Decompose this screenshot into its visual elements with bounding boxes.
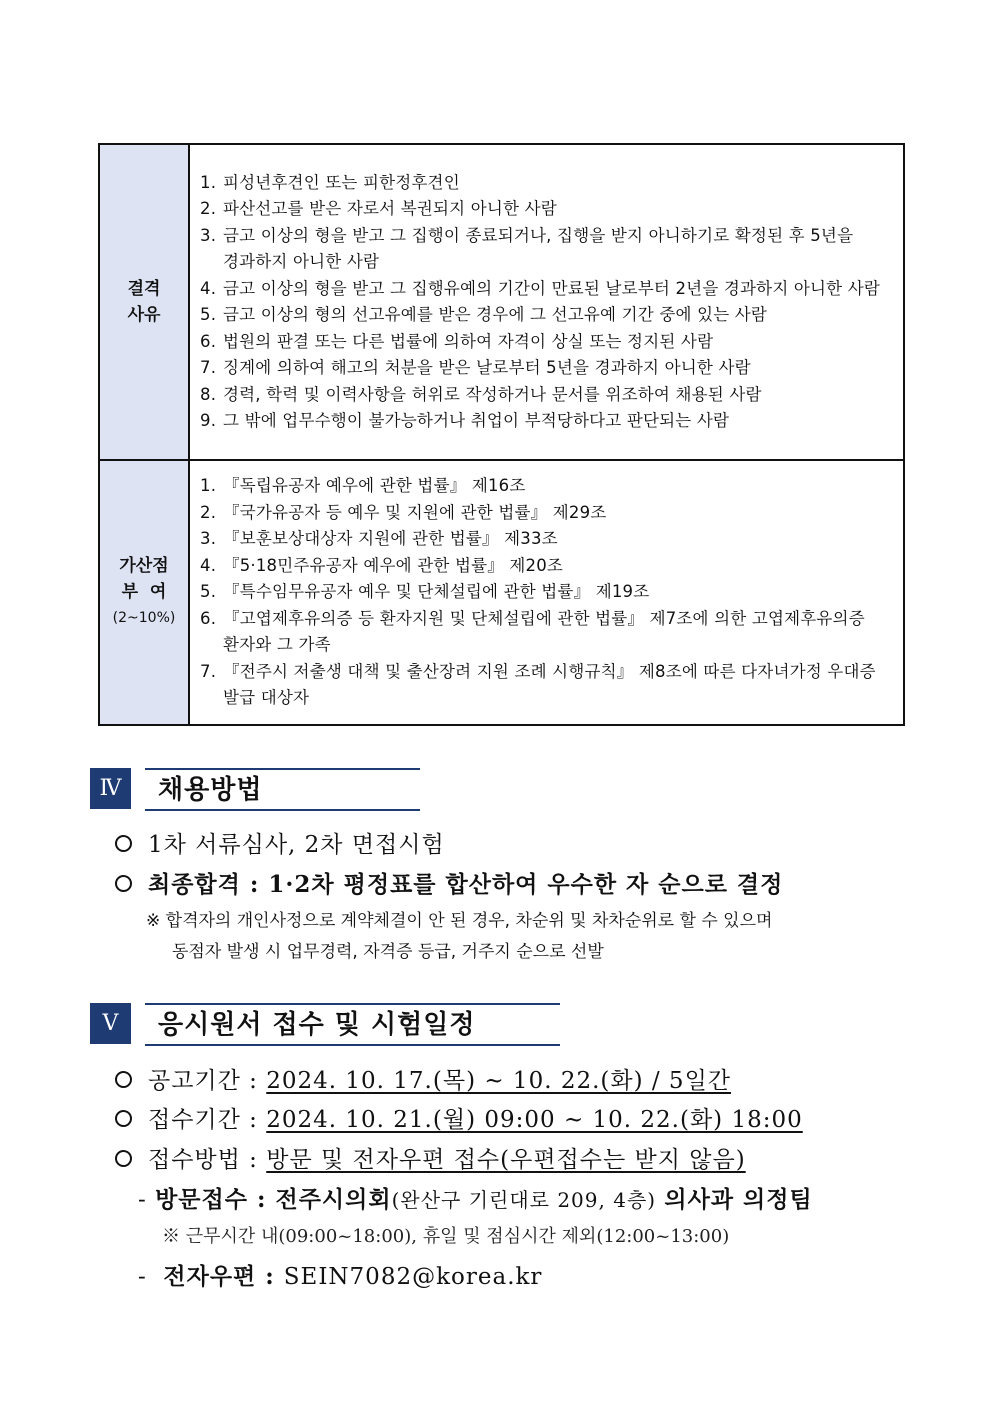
email-label: 전자우편 <box>163 1263 257 1290</box>
list-item <box>200 382 893 409</box>
header-line: 부 여 <box>121 582 167 603</box>
item-number: 9. <box>200 411 217 430</box>
visit-address: (완산구 기린대로 209, 4층) <box>391 1188 657 1212</box>
separator: : <box>247 1186 276 1213</box>
bullet-final-pass <box>115 866 783 899</box>
list-item <box>200 659 893 712</box>
item-number: 5. <box>200 305 217 324</box>
section-title: 응시원서 접수 및 시험일정 <box>145 1003 560 1046</box>
circle-bullet-icon <box>115 875 132 892</box>
receipt-method-value: 방문 및 전자우편 접수(우편접수는 받지 않음) <box>266 1147 746 1173</box>
item-number: 1. <box>200 476 217 495</box>
circle-bullet-icon <box>115 835 132 852</box>
receipt-period-value: 2024. 10. 21.(월) 09:00 ~ 10. 22.(화) 18:00 <box>266 1107 803 1133</box>
header-line: 결격 <box>127 279 161 299</box>
separator: : <box>240 1107 267 1133</box>
item-text: 『국가유공자 등 예우 및 지원에 관한 법률』 제29조 <box>223 502 607 522</box>
dash-bullet: - <box>138 1264 147 1290</box>
list-item <box>200 606 893 659</box>
item-number: 6. <box>200 608 217 628</box>
visit-department: 의사과 의정팀 <box>664 1186 813 1213</box>
item-number: 3. <box>200 529 217 548</box>
bullet-screening <box>115 826 445 859</box>
list-item <box>200 276 893 303</box>
visit-receipt-line <box>138 1181 813 1214</box>
disqualification-bonus-table <box>98 143 905 726</box>
bullet-label: 최종합격 <box>148 871 241 898</box>
list-item <box>200 526 893 553</box>
header-line: 가산점 <box>119 556 169 577</box>
section-number-badge: Ⅴ <box>90 1003 131 1044</box>
circle-bullet-icon <box>115 1110 132 1127</box>
list-item <box>200 579 893 606</box>
list-item <box>200 302 893 329</box>
item-text: 법원의 판결 또는 다른 법률에 의하여 자격이 상실 또는 정지된 사람 <box>223 331 714 351</box>
item-text: 금고 이상의 형의 선고유예를 받은 경우에 그 선고유예 기간 중에 있는 사람 <box>223 305 768 324</box>
item-text: 징계에 의하여 해고의 처분을 받은 날로부터 5년을 경과하지 아니한 사람 <box>223 358 751 377</box>
bullet-text: 1·2차 평정표를 합산하여 우수한 자 순으로 결정 <box>268 871 784 898</box>
separator: : <box>240 1068 267 1094</box>
item-number: 4. <box>200 555 217 575</box>
list-item <box>200 223 893 276</box>
item-text: 『고엽제후유의증 등 환자지원 및 단체설립에 관한 법률』 제7조에 의한 고엽제후유의증 환자와 그 가족 <box>223 608 865 654</box>
item-text: 경력, 학력 및 이력사항을 허위로 작성하거나 문서를 위조하여 채용된 사람 <box>223 384 762 404</box>
item-text: 『전주시 저출생 대책 및 출산장려 지원 조례 시행규칙』 제8조에 따른 다자녀가정 우대증 발급 대상자 <box>223 661 876 707</box>
list-item <box>200 473 893 500</box>
header-line-rate: (2~10%) <box>112 610 176 627</box>
list-item <box>200 355 893 382</box>
separator: : <box>256 1263 284 1290</box>
disqualification-list-cell <box>189 144 904 460</box>
item-number: 7. <box>200 661 217 681</box>
list-item <box>200 553 893 580</box>
table-row-disqualification <box>99 144 904 460</box>
bullet-label: 접수기간 <box>148 1107 241 1133</box>
item-number: 2. <box>200 502 217 522</box>
item-number: 7. <box>200 358 217 377</box>
note-line: 동점자 발생 시 업무경력, 자격증 등급, 거주지 순으로 선발 <box>172 942 604 962</box>
item-text: 금고 이상의 형을 받고 그 집행유예의 기간이 만료된 날로부터 2년을 경과하지 아니한 사람 <box>223 278 881 298</box>
circle-bullet-icon <box>115 1150 132 1167</box>
email-address[interactable]: SEIN7082@korea.kr <box>283 1264 543 1290</box>
item-text: 금고 이상의 형을 받고 그 집행이 종료되거나, 집행을 받지 아니하기로 확정된 후 5년을 경과하지 아니한 사람 <box>223 225 854 271</box>
item-number: 3. <box>200 225 217 245</box>
bullet-announce-period <box>115 1062 731 1095</box>
list-item <box>200 329 893 356</box>
item-text: 『독립유공자 예우에 관한 법률』 제16조 <box>223 476 526 495</box>
email-receipt-line <box>138 1258 542 1291</box>
header-line: 사유 <box>127 305 161 325</box>
section-title: 채용방법 <box>145 768 420 811</box>
item-number: 2. <box>200 199 217 218</box>
bullet-receipt-method <box>115 1141 746 1174</box>
item-text: 그 밖에 업무수행이 불가능하거나 취업이 부적당하다고 판단되는 사람 <box>223 411 730 430</box>
dash-bullet: - <box>138 1187 147 1213</box>
row-header-disqualification <box>99 144 189 460</box>
item-text: 피성년후견인 또는 피한정후견인 <box>223 172 460 192</box>
list-item <box>200 196 893 223</box>
item-text: 『5·18민주유공자 예우에 관한 법률』 제20조 <box>223 555 564 575</box>
visit-label: 방문접수 <box>155 1186 248 1213</box>
bullet-receipt-period <box>115 1101 803 1134</box>
bullet-text: 1차 서류심사, 2차 면접시험 <box>148 832 445 858</box>
row-header-bonus <box>99 460 189 725</box>
visit-place: 전주시의회 <box>275 1186 392 1213</box>
circle-bullet-icon <box>115 1071 132 1088</box>
item-text: 『특수임무유공자 예우 및 단체설립에 관한 법률』 제19조 <box>223 582 650 601</box>
list-item <box>200 408 893 435</box>
working-hours-note: ※ 근무시간 내(09:00~18:00), 휴일 및 점심시간 제외(12:00~13:00) <box>162 1226 730 1247</box>
separator: : <box>240 871 269 898</box>
disqualification-list <box>200 170 893 435</box>
list-item <box>200 500 893 527</box>
item-number: 4. <box>200 278 217 298</box>
list-item <box>200 170 893 197</box>
item-text: 파산선고를 받은 자로서 복권되지 아니한 사람 <box>223 199 557 218</box>
item-number: 1. <box>200 172 217 192</box>
item-number: 6. <box>200 331 217 351</box>
item-number: 5. <box>200 582 217 601</box>
bonus-list <box>200 473 893 712</box>
bonus-list-cell <box>189 460 904 725</box>
bullet-label: 접수방법 <box>148 1147 241 1173</box>
item-text: 『보훈보상대상자 지원에 관한 법률』 제33조 <box>223 529 558 548</box>
bullet-label: 공고기간 <box>148 1068 241 1094</box>
table-row-bonus <box>99 460 904 725</box>
item-number: 8. <box>200 384 217 404</box>
separator: : <box>240 1147 267 1173</box>
section-number-badge: Ⅳ <box>90 768 131 809</box>
note-line: ※ 합격자의 개인사정으로 계약체결이 안 된 경우, 차순위 및 차차순위로 할 수 있으며 <box>146 911 773 931</box>
announce-period-value: 2024. 10. 17.(목) ~ 10. 22.(화) / 5일간 <box>266 1068 732 1094</box>
